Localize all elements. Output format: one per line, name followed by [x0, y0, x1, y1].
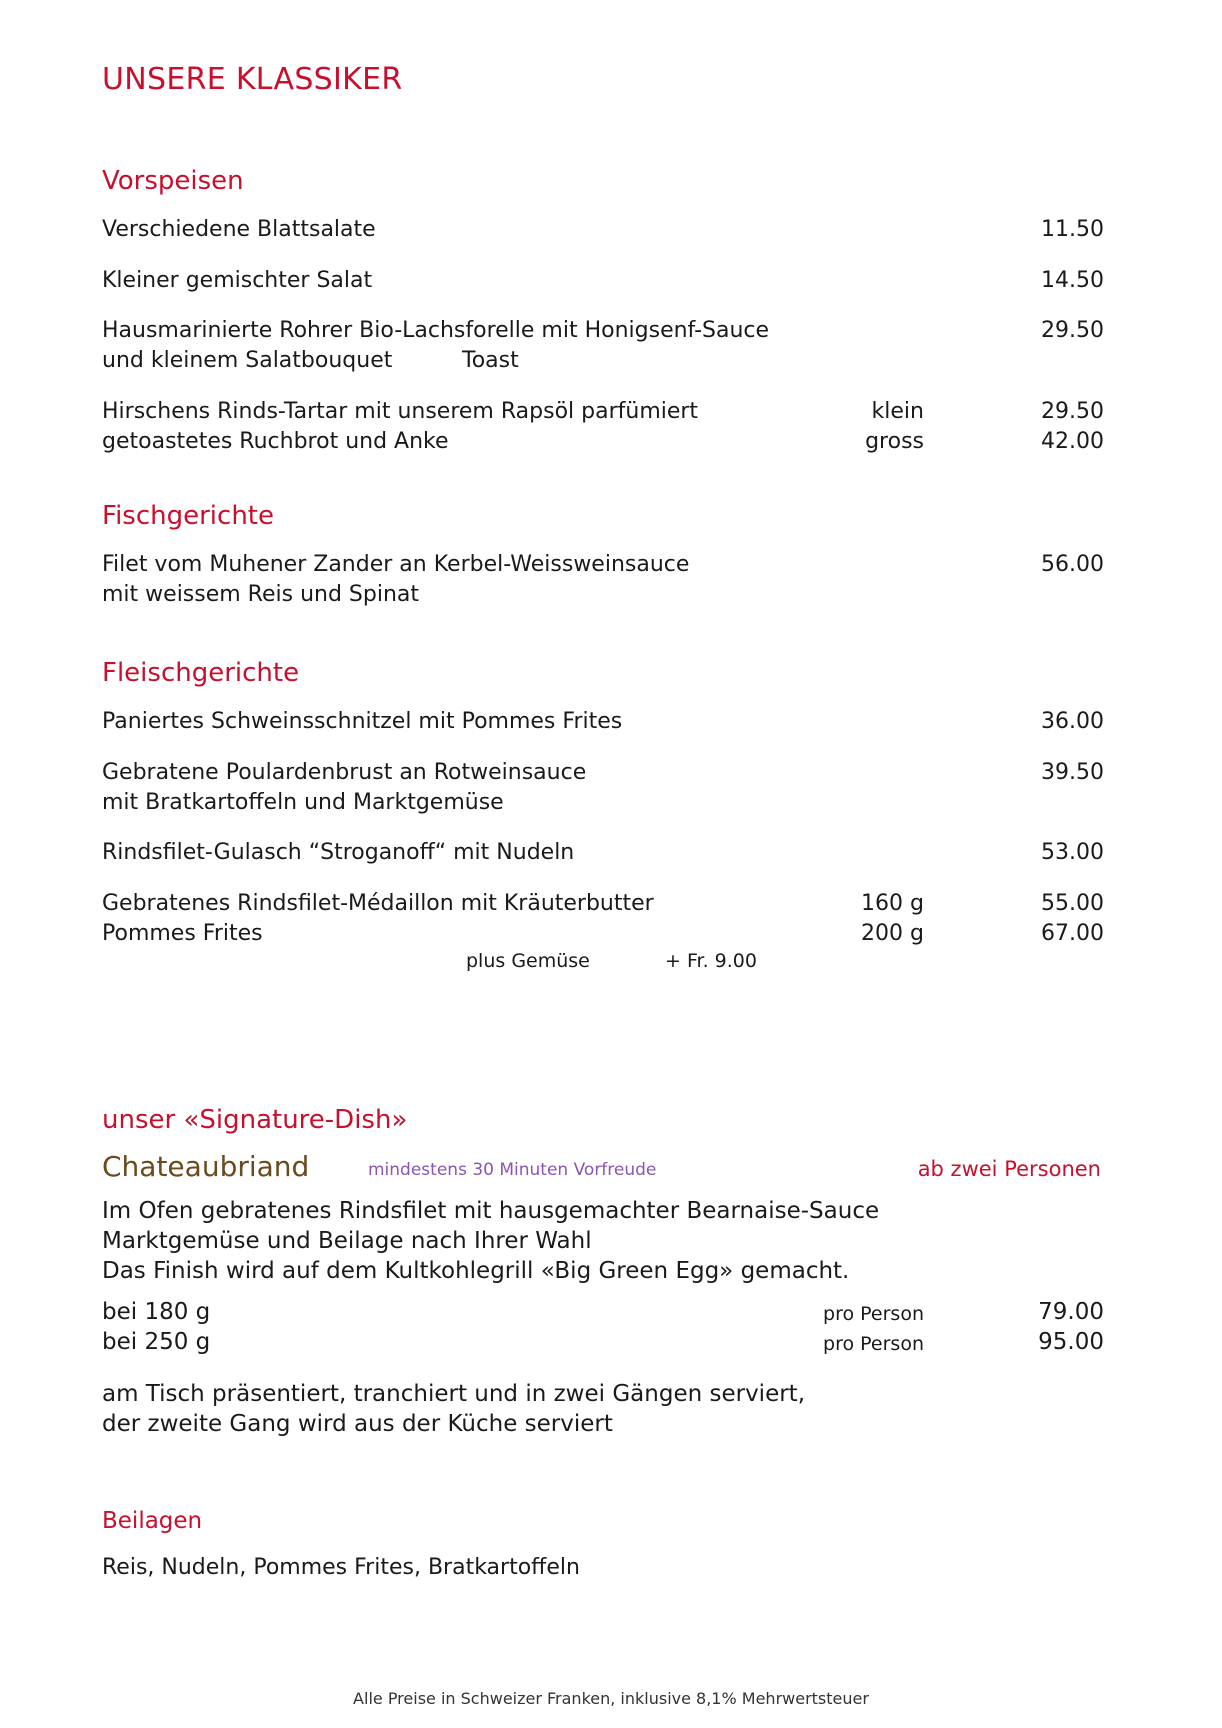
menu-item-name: Rindsfilet-Gulasch “Stroganoff“ mit Nudeln	[102, 840, 575, 865]
menu-item-extra: Toast	[462, 348, 519, 373]
signature-option-label: bei 250 g	[102, 1329, 211, 1355]
signature-option-price: 95.00	[1038, 1329, 1104, 1355]
menu-item-price: 36.00	[1041, 709, 1104, 734]
page-title: UNSERE KLASSIKER	[102, 62, 403, 97]
signature-option-unit: pro Person	[823, 1333, 924, 1355]
footer-note: Alle Preise in Schweizer Franken, inklusive 8,1% Mehrwertsteuer	[353, 1689, 869, 1708]
signature-persons: ab zwei Personen	[917, 1157, 1101, 1181]
menu-item-name: Hausmarinierte Rohrer Bio-Lachsforelle mit Honigsenf-Sauce	[102, 318, 770, 343]
addon-price: + Fr. 9.00	[665, 950, 757, 972]
menu-item-description: getoastetes Ruchbrot und Anke	[102, 429, 449, 454]
menu-item-price: 29.50	[1041, 399, 1104, 424]
menu-item-price: 14.50	[1041, 268, 1104, 293]
menu-item-description: mit weissem Reis und Spinat	[102, 582, 420, 607]
signature-description: Im Ofen gebratenes Rindsfilet mit hausgemachter Bearnaise-Sauce	[102, 1198, 880, 1224]
menu-item-price: 55.00	[1041, 891, 1104, 916]
section-heading-beilagen: Beilagen	[102, 1508, 203, 1534]
menu-item-name: Hirschens Rinds-Tartar mit unserem Rapsöl parfümiert	[102, 399, 699, 424]
section-heading-signature: unser «Signature-Dish»	[102, 1105, 408, 1135]
menu-item-price: 11.50	[1041, 217, 1104, 242]
menu-item-description: mit Bratkartoffeln und Marktgemüse	[102, 790, 504, 815]
signature-serve-note: am Tisch präsentiert, tranchiert und in zwei Gängen serviert,	[102, 1381, 806, 1407]
section-heading-vorspeisen: Vorspeisen	[102, 166, 244, 196]
portion-size: klein	[871, 399, 924, 424]
signature-note: mindestens 30 Minuten Vorfreude	[368, 1160, 657, 1180]
menu-item-description: und kleinem Salatbouquet	[102, 348, 393, 373]
menu-item-price: 67.00	[1041, 921, 1104, 946]
beilagen-list: Reis, Nudeln, Pommes Frites, Bratkartoffeln	[102, 1555, 580, 1580]
menu-item-name: Paniertes Schweinsschnitzel mit Pommes Frites	[102, 709, 623, 734]
signature-description: Das Finish wird auf dem Kultkohlegrill «Big Green Egg» gemacht.	[102, 1258, 850, 1284]
menu-item-name: Kleiner gemischter Salat	[102, 268, 373, 293]
menu-item-price: 56.00	[1041, 552, 1104, 577]
signature-option-label: bei 180 g	[102, 1299, 211, 1325]
portion-size: 160 g	[861, 891, 924, 916]
portion-size: gross	[865, 429, 924, 454]
signature-serve-note: der zweite Gang wird aus der Küche serviert	[102, 1411, 613, 1437]
signature-description: Marktgemüse und Beilage nach Ihrer Wahl	[102, 1228, 592, 1254]
menu-item-price: 42.00	[1041, 429, 1104, 454]
menu-item-name: Filet vom Muhener Zander an Kerbel-Weissweinsauce	[102, 552, 690, 577]
menu-item-price: 53.00	[1041, 840, 1104, 865]
section-heading-fisch: Fischgerichte	[102, 501, 274, 531]
section-heading-fleisch: Fleischgerichte	[102, 658, 300, 688]
addon-label: plus Gemüse	[466, 950, 590, 972]
menu-item-price: 29.50	[1041, 318, 1104, 343]
menu-item-name: Verschiedene Blattsalate	[102, 217, 376, 242]
menu-item-price: 39.50	[1041, 760, 1104, 785]
menu-item-name: Gebratene Poulardenbrust an Rotweinsauce	[102, 760, 587, 785]
menu-item-name: Gebratenes Rindsfilet-Médaillon mit Kräuterbutter	[102, 891, 654, 916]
portion-size: 200 g	[861, 921, 924, 946]
signature-dish-name: Chateaubriand	[102, 1150, 310, 1183]
signature-option-price: 79.00	[1038, 1299, 1104, 1325]
menu-item-description: Pommes Frites	[102, 921, 263, 946]
signature-option-unit: pro Person	[823, 1303, 924, 1325]
